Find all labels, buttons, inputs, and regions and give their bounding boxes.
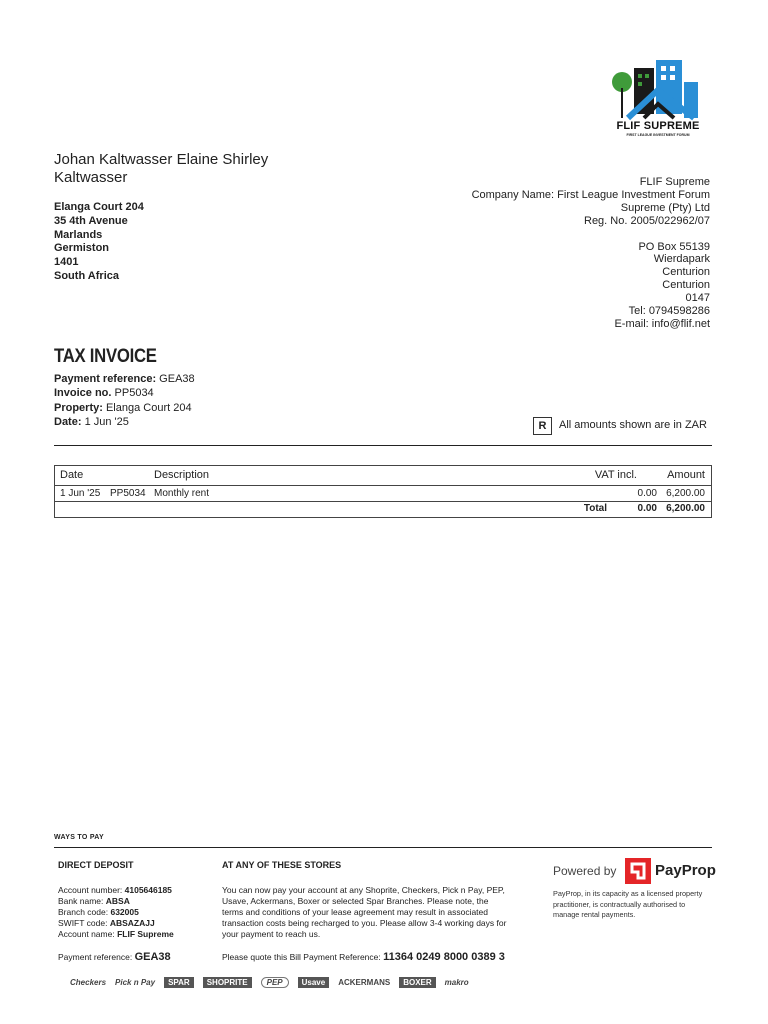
row-description: Monthly rent bbox=[154, 488, 210, 499]
label: Account number: bbox=[58, 885, 123, 895]
direct-deposit-title: DIRECT DEPOSIT bbox=[58, 860, 134, 870]
bank-name-value: ABSA bbox=[105, 896, 130, 906]
branch-code-row bbox=[58, 907, 174, 918]
branch-code-value: 632005 bbox=[110, 907, 139, 917]
label: SWIFT code: bbox=[58, 918, 108, 928]
payment-reference-row bbox=[54, 372, 195, 386]
account-number-row bbox=[58, 885, 174, 896]
stores-description: You can now pay your account at any Shoprite, Checkers, Pick n Pay, PEP, Usave, Ackermans, Boxer or selected Spar Branches. Please note, the terms and conditions of your lease agreement may result in associated transaction costs being recharged to you. Please allow 3-4 working days for your payment to reach us. bbox=[222, 885, 507, 939]
row-reference: PP5034 bbox=[110, 488, 146, 499]
recipient-address bbox=[54, 201, 144, 284]
items-table bbox=[54, 465, 712, 518]
ackermans-logo: ACKERMANS bbox=[338, 977, 391, 987]
account-name-row bbox=[58, 929, 174, 940]
total-label: Total bbox=[583, 503, 607, 514]
payprop-note: PayProp, in its capacity as a licensed property practitioner, is contractually authorised to manage rental payments. bbox=[553, 889, 703, 920]
bill-reference-value: 11364 0249 8000 0389 3 bbox=[383, 951, 505, 963]
payment-reference-value: GEA38 bbox=[134, 951, 171, 963]
recipient-name: Johan Kaltwasser Elaine Shirley Kaltwasser bbox=[54, 151, 269, 186]
address-line: South Africa bbox=[54, 269, 119, 282]
label: Invoice no. bbox=[54, 387, 112, 400]
company-line: FLIF Supreme bbox=[639, 176, 710, 188]
direct-deposit-details bbox=[58, 885, 174, 940]
company-line: Company Name: First League Investment Forum bbox=[471, 188, 710, 201]
swift-code-row bbox=[58, 918, 174, 929]
row-vat: 0.00 bbox=[637, 488, 657, 499]
column-header-description: Description bbox=[154, 469, 210, 481]
invoice-number-row bbox=[54, 386, 195, 400]
invoice-meta bbox=[54, 372, 195, 430]
logo-wordmark: FLIF SUPREME bbox=[616, 120, 700, 132]
shoprite-logo: SHOPRITE bbox=[203, 977, 252, 988]
row-date: 1 Jun '25 bbox=[60, 488, 101, 499]
company-email[interactable]: E-mail: info@flif.net bbox=[614, 317, 710, 330]
divider bbox=[54, 445, 712, 446]
label: Bank name: bbox=[58, 896, 104, 906]
makro-logo: makro bbox=[444, 977, 469, 987]
divider bbox=[54, 847, 712, 848]
payprop-brand: PayProp bbox=[655, 862, 716, 879]
address-line: Germiston bbox=[54, 242, 110, 255]
company-line: Supreme (Pty) Ltd bbox=[620, 201, 710, 214]
table-total-row bbox=[55, 502, 711, 517]
boxer-logo: BOXER bbox=[399, 977, 435, 988]
document-title: TAX INVOICE bbox=[54, 346, 157, 367]
company-line: Wierdapark bbox=[653, 253, 710, 266]
address-line: Marlands bbox=[54, 228, 103, 241]
company-line: Reg. No. 2005/022962/07 bbox=[584, 214, 710, 227]
payment-reference-value: GEA38 bbox=[159, 373, 195, 385]
company-phone: Tel: 0794598286 bbox=[628, 305, 710, 318]
table-row bbox=[55, 486, 711, 502]
label: Payment reference: bbox=[58, 952, 133, 962]
date-value: 1 Jun '25 bbox=[84, 416, 129, 429]
column-header-date: Date bbox=[60, 469, 84, 481]
property-value: Elanga Court 204 bbox=[105, 401, 192, 414]
table-header bbox=[55, 466, 711, 486]
date-row bbox=[54, 415, 195, 429]
total-vat: 0.00 bbox=[637, 503, 657, 514]
account-number-value: 4105646185 bbox=[124, 885, 172, 895]
company-line: Centurion bbox=[662, 266, 710, 279]
total-amount: 6,200.00 bbox=[666, 503, 705, 514]
company-line: Centurion bbox=[662, 279, 710, 292]
deposit-payment-reference bbox=[58, 951, 171, 963]
currency-note: All amounts shown are in ZAR bbox=[559, 419, 707, 431]
swift-code-value: ABSAZAJJ bbox=[109, 918, 155, 928]
row-amount: 6,200.00 bbox=[666, 488, 705, 499]
stores-title: AT ANY OF THESE STORES bbox=[222, 860, 342, 870]
label: Branch code: bbox=[58, 907, 109, 917]
pep-logo: PEP bbox=[261, 977, 289, 988]
bank-name-row bbox=[58, 896, 174, 907]
address-line: 1401 bbox=[54, 256, 79, 269]
checkers-logo: Checkers bbox=[70, 977, 107, 987]
ways-to-pay-label: WAYS TO PAY bbox=[54, 834, 104, 841]
column-header-vat: VAT incl. bbox=[594, 469, 637, 481]
spacer bbox=[472, 228, 710, 241]
spar-logo: SPAR bbox=[164, 977, 194, 988]
company-line: 0147 bbox=[685, 292, 710, 305]
company-details bbox=[472, 176, 710, 331]
account-name-value: FLIF Supreme bbox=[117, 929, 174, 939]
logo-tagline: FIRST LEAGUE INVESTMENT FORUM bbox=[626, 133, 690, 137]
label: Date: bbox=[54, 416, 82, 429]
column-header-amount: Amount bbox=[667, 469, 705, 481]
powered-by-label: Powered by bbox=[553, 864, 617, 878]
address-line: Elanga Court 204 bbox=[54, 201, 144, 213]
usave-logo: Usave bbox=[298, 977, 330, 988]
label: Payment reference: bbox=[54, 373, 157, 385]
label: Property: bbox=[54, 401, 103, 414]
company-line: PO Box 55139 bbox=[638, 240, 710, 253]
address-line: 35 4th Avenue bbox=[54, 214, 128, 227]
property-row bbox=[54, 401, 195, 415]
payprop-logo-icon bbox=[625, 858, 651, 884]
store-logos bbox=[70, 973, 469, 991]
currency-badge: R bbox=[533, 417, 552, 435]
label: Account name: bbox=[58, 929, 115, 939]
label: Please quote this Bill Payment Reference: bbox=[222, 952, 381, 962]
bill-payment-reference bbox=[222, 951, 505, 963]
invoice-number-value: PP5034 bbox=[114, 387, 154, 400]
picknpay-logo: Pick n Pay bbox=[115, 977, 156, 987]
